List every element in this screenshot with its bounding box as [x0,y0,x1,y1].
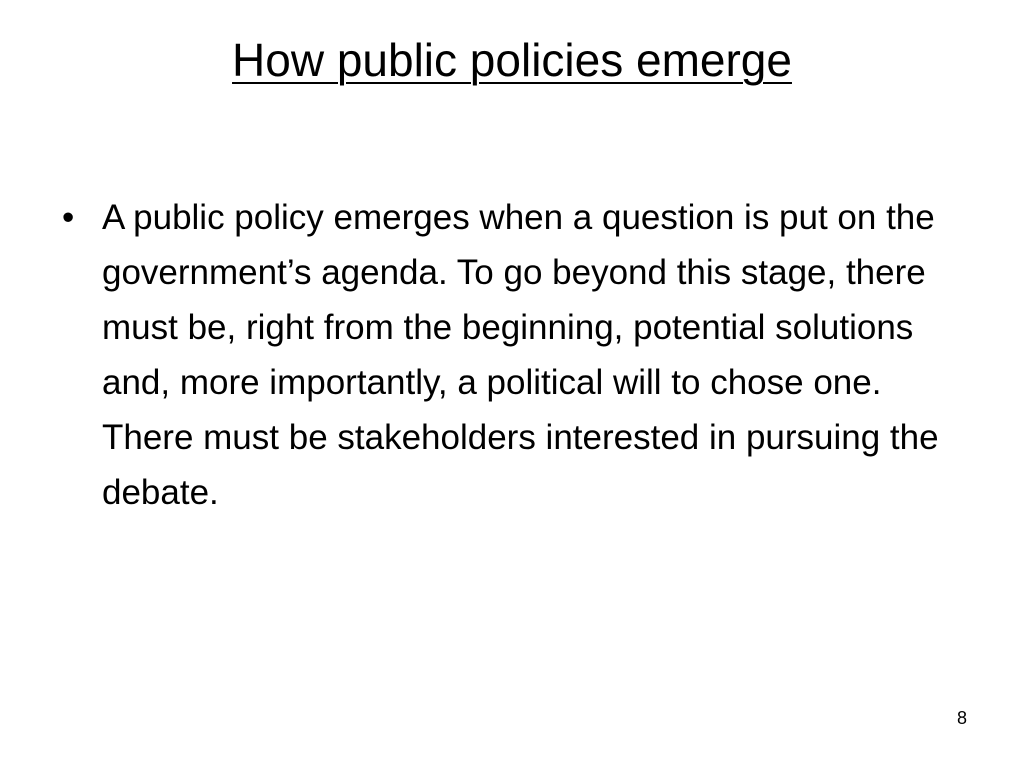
page-number: 8 [956,708,967,728]
bullet-marker: • [62,198,75,237]
bullet-list [62,190,962,520]
bullet-text: A public policy emerges when a question is put on the government’s agenda. To go beyond this stage, there must be, right from the beginning, potential solutions and, more importantly, a political will to chose one. There must be stakeholders interested in pursuing the debate. [102,198,939,512]
slide-title-text: How public policies emerge [232,34,792,86]
bullet-item [62,190,962,520]
slide-title [0,30,1024,90]
